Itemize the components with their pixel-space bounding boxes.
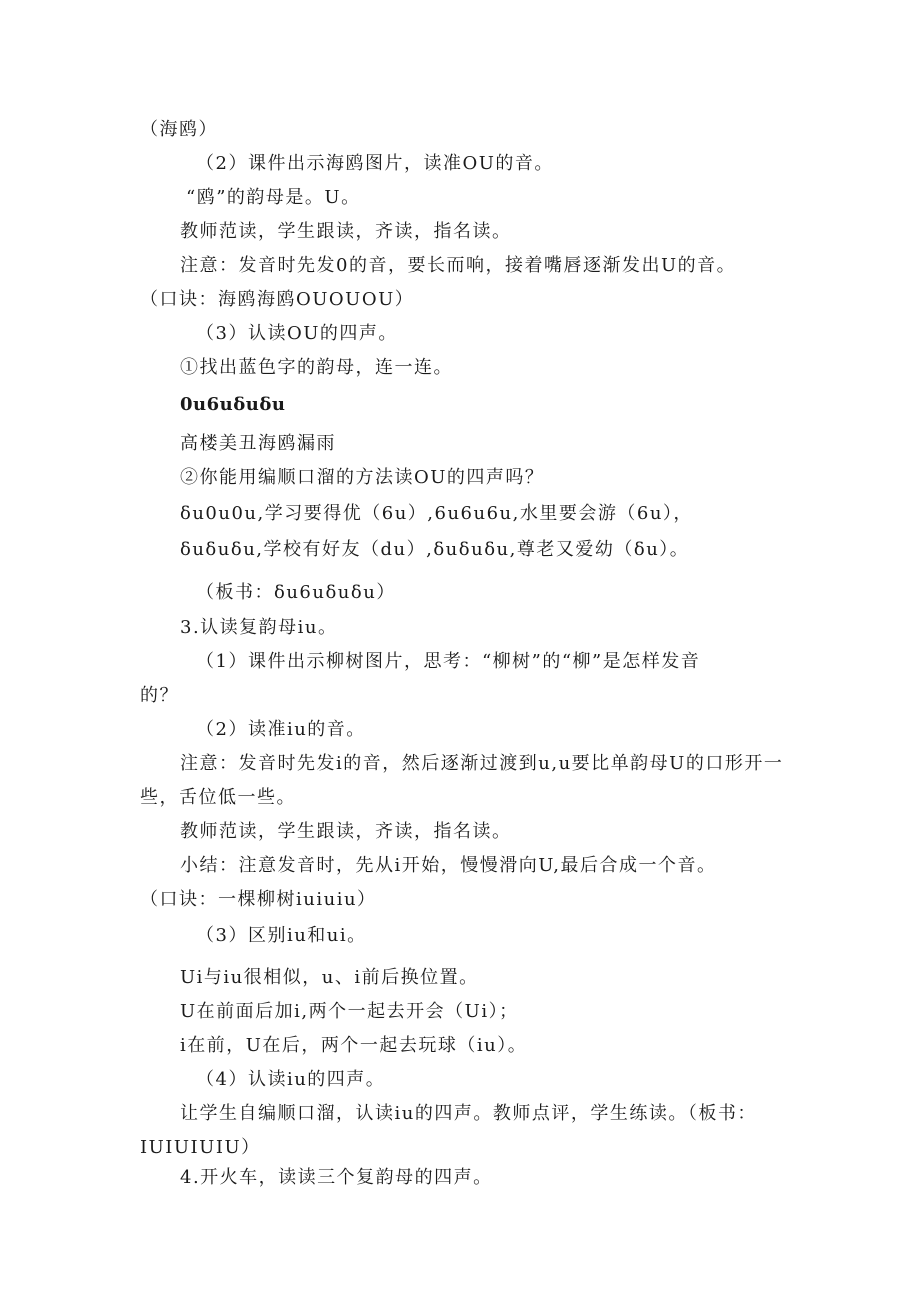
text-line: （4）认读iu的四声。 (196, 1069, 386, 1090)
text-line: 4.开火车，读读三个复韵母的四声。 (180, 1167, 493, 1188)
text-line: ①找出蓝色字的韵母，连一连。 (180, 357, 453, 378)
text-line: 注意：发音时先发i的音，然后逐渐过渡到u,u要比单韵母U的口形开一 (180, 753, 784, 774)
text-line: （海鸥） (140, 119, 218, 140)
text-line: （3）区别iu和ui。 (196, 925, 367, 946)
text-line: 注意：发音时先发0的音，要长而响，接着嘴唇逐渐发出U的音。 (180, 255, 737, 276)
text-line: 高楼美丑海鸥漏雨 (180, 433, 336, 454)
text-line: U在前面后加i,两个一起去开会（Ui）； (180, 1001, 519, 1022)
text-line: （2）课件出示海鸥图片，读准OU的音。 (196, 153, 554, 174)
text-line: 小结：注意发音时，先从i开始，慢慢滑向U,最后合成一个音。 (180, 855, 717, 876)
text-line: （口诀：海鸥海鸥OUOUOU） (140, 289, 415, 310)
text-line: （3）认读OU的四声。 (196, 323, 398, 344)
text-line: 让学生自编顺口溜，认读iu的四声。教师点评，学生练读。（板书： (180, 1103, 757, 1124)
text-line: ②你能用编顺口溜的方法读OU的四声吗？ (180, 467, 545, 488)
text-line: 些，舌位低一些。 (140, 787, 296, 808)
text-line: “鸥”的韵母是。U。 (186, 187, 361, 208)
text-line: 的？ (140, 685, 179, 706)
text-line: Ui与iu很相似，u、i前后换位置。 (180, 967, 479, 988)
text-line: （口诀：一棵柳树iuiuiu） (140, 889, 377, 910)
text-line: δu0u0u,学习要得优（6u）,6u6u6u,水里要会游（6u）， (180, 503, 693, 524)
text-line: i在前，U在后，两个一起去玩球（iu）。 (180, 1035, 528, 1056)
text-line: 教师范读，学生跟读，齐读，指名读。 (180, 221, 512, 242)
text-line: 3.认读复韵母iu。 (180, 617, 338, 638)
text-line: δuδuδu,学校有好友（du）,δuδuδu,尊老又爱幼（δu）。 (180, 539, 690, 560)
text-line: IUIUIUIU） (140, 1137, 261, 1158)
text-line: （2）读准iu的音。 (196, 719, 366, 740)
text-line: （1）课件出示柳树图片，思考：“柳树”的“柳”是怎样发音 (196, 651, 701, 672)
text-line: 0u6uδuδu (180, 394, 286, 415)
text-line: （板书：δu6uδuδu） (196, 582, 396, 603)
text-line: 教师范读，学生跟读，齐读，指名读。 (180, 821, 512, 842)
